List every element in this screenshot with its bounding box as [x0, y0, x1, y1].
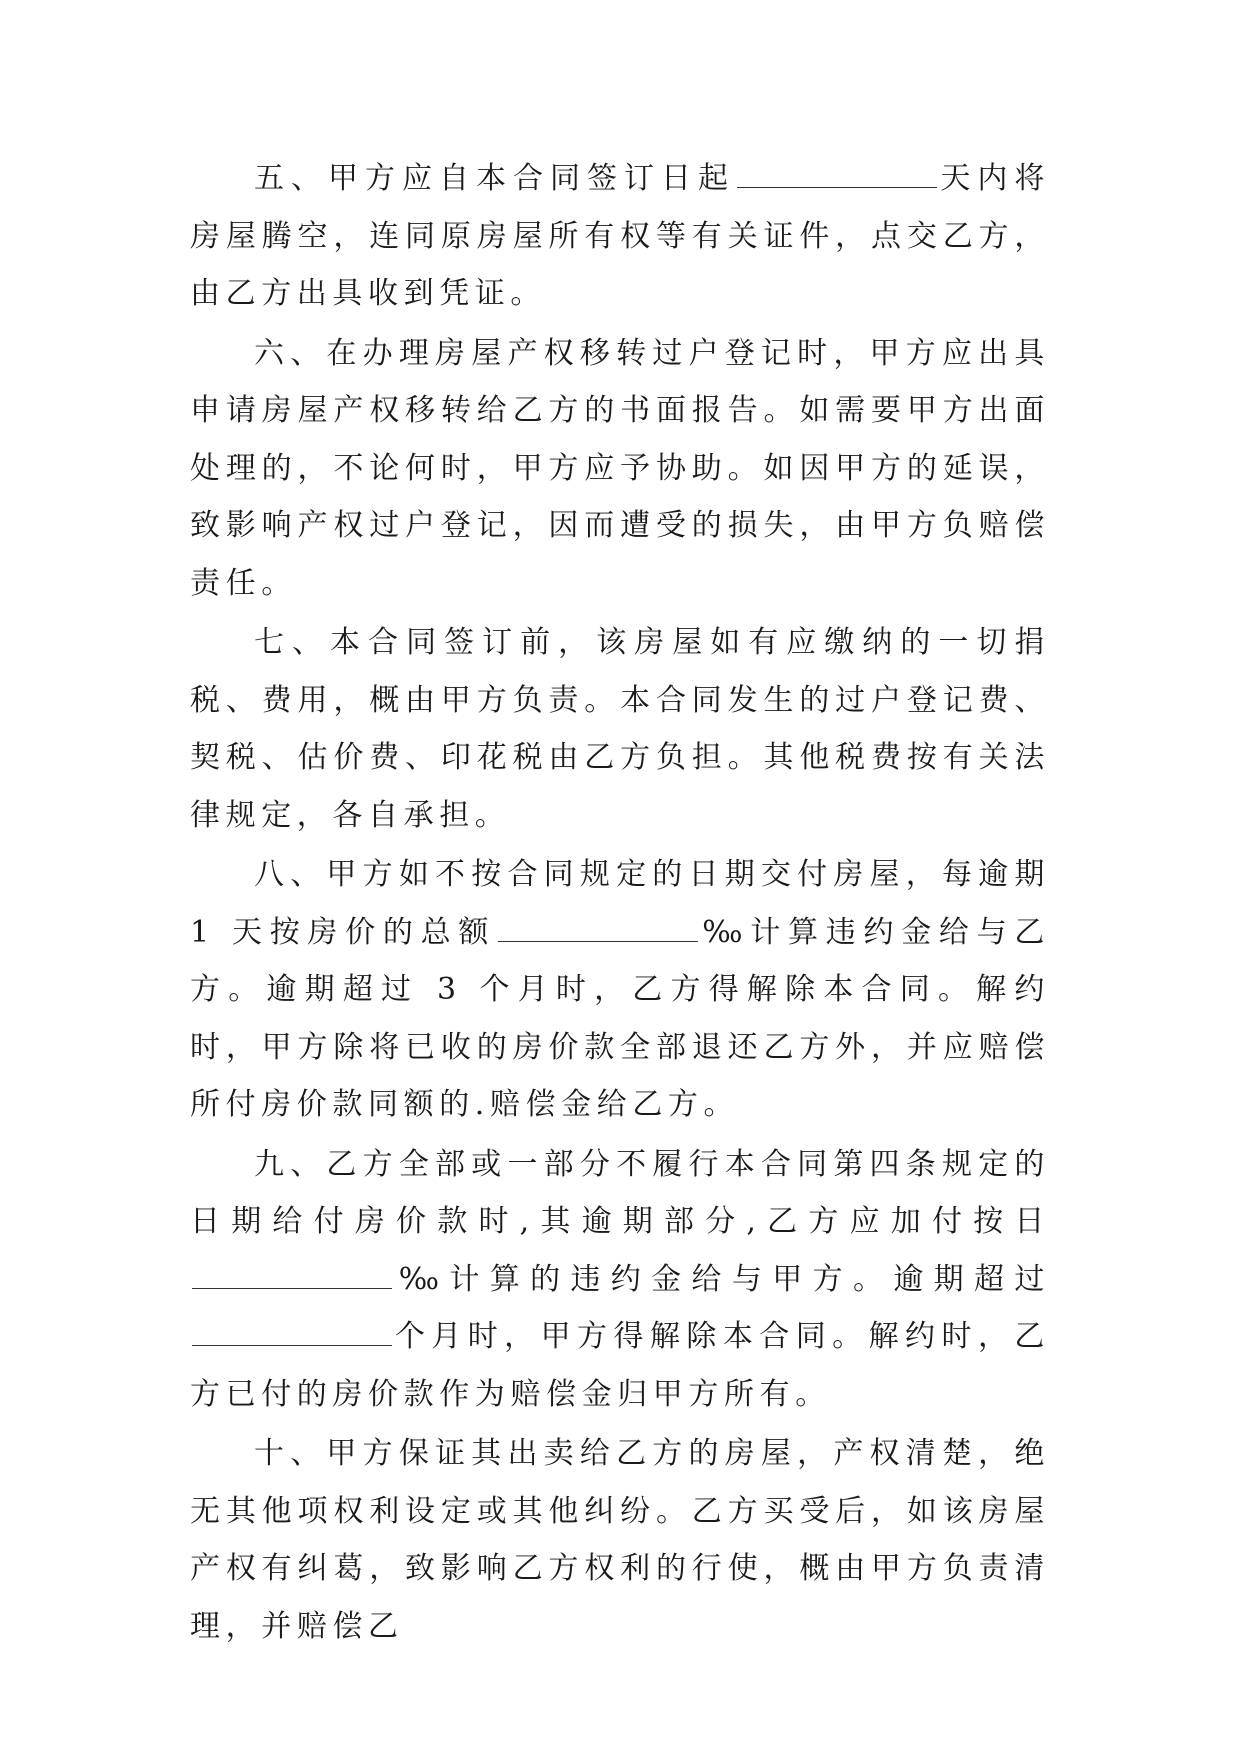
clause-8-text-2: ‰计算违约金给与乙方。逾期超过 3 个月时，乙方得解除本合同。解约时，甲方除将已收的房价款全部退还乙方外，并应赔偿所付房价款同额的.赔偿金给乙方。 — [190, 914, 1051, 1122]
daily-penalty-rate-blank[interactable] — [192, 1264, 392, 1289]
clause-9-paragraph — [190, 1136, 1050, 1424]
days-to-vacate-blank[interactable] — [737, 163, 937, 188]
contract-body — [190, 150, 1050, 1655]
clause-6-paragraph — [190, 325, 1050, 613]
clause-9-text-3: 个月时，甲方得解除本合同。解约时，乙方已付的房价款作为赔偿金归甲方所有。 — [190, 1319, 1050, 1412]
clause-10-paragraph — [190, 1425, 1050, 1655]
clause-9-text-1: 九、乙方全部或一部分不履行本合同第四条规定的日期给付房价款时,其逾期部分,乙方应加付按日 — [190, 1146, 1050, 1239]
clause-7-paragraph — [190, 614, 1050, 844]
clause-6-text: 六、在办理房屋产权移转过户登记时，甲方应出具申请房屋产权移转给乙方的书面报告。如需要甲方出面处理的，不论何时，甲方应予协助。如因甲方的延误，致影响产权过户登记，因而遭受的损失，由甲方负赔偿责任。 — [190, 335, 1050, 601]
clause-7-text: 七、本合同签订前，该房屋如有应缴纳的一切捐税、费用，概由甲方负责。本合同发生的过户登记费、契税、估价费、印花税由乙方负担。其他税费按有关法律规定，各自承担。 — [190, 625, 1050, 833]
clause-10-text: 十、甲方保证其出卖给乙方的房屋，产权清楚，绝无其他项权利设定或其他纠纷。乙方买受后，如该房屋产权有纠葛，致影响乙方权利的行使，概由甲方负责清理，并赔偿乙 — [190, 1436, 1050, 1644]
clause-8-text-1: 八、甲方如不按合同规定的日期交付房屋，每逾期 1 天按房价的总额 — [190, 857, 1050, 950]
penalty-rate-blank[interactable] — [498, 917, 698, 942]
overdue-months-blank[interactable] — [192, 1321, 392, 1346]
clause-5-text-2: 天内将房屋腾空，连同原房屋所有权等有关证件，点交乙方，由乙方出具收到凭证。 — [190, 161, 1050, 311]
clause-8-paragraph — [190, 846, 1050, 1134]
clause-5-paragraph — [190, 150, 1050, 323]
clause-9-text-2: ‰计算的违约金给与甲方。逾期超过 — [394, 1261, 1050, 1297]
clause-5-text-1: 五、甲方应自本合同签订日起 — [254, 161, 735, 196]
